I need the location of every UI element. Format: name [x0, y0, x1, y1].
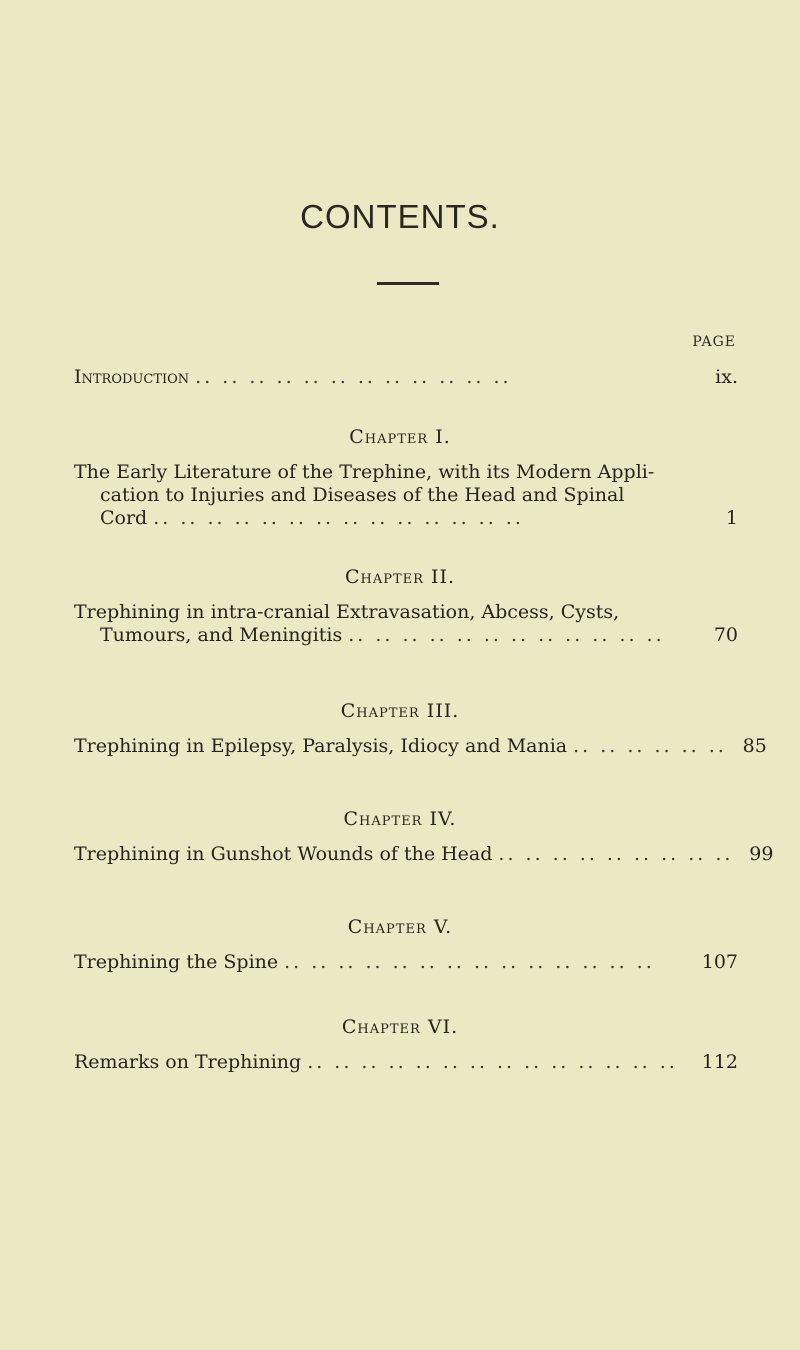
entry-title: Trephining the Spine — [74, 951, 279, 973]
page-number: 70 — [713, 624, 738, 646]
entry-title-line: The Early Literature of the Trephine, with its Modern Appli- — [74, 461, 655, 483]
dot-leader: .. .. .. .. .. .. .. .. .. .. .. .. — [348, 624, 665, 646]
chapter-heading: Chapter III. — [340, 700, 460, 722]
dot-leader: .. .. .. .. .. .. — [573, 735, 727, 757]
entry-title: Trephining in Gunshot Wounds of the Head — [74, 843, 493, 865]
dot-leader: .. .. .. .. .. .. .. .. .. .. .. .. — [195, 366, 512, 388]
dot-leader: .. .. .. .. .. .. .. .. .. — [498, 843, 734, 865]
page-number: 99 — [749, 843, 774, 865]
entry-title-line: cation to Injuries and Diseases of the Head and Spinal — [100, 484, 625, 506]
toc-entry-chapter-6[interactable] — [74, 1051, 738, 1074]
entry-title: Trephining in Epilepsy, Paralysis, Idiocy and Mania — [74, 735, 568, 757]
entry-title-line: Tumours, and Meningitis — [100, 624, 343, 646]
entry-title-line: Trephining in intra-cranial Extravasation, Abcess, Cysts, — [74, 601, 620, 623]
toc-entry-chapter-2[interactable] — [74, 601, 738, 647]
page-number: 112 — [701, 1051, 738, 1073]
page-number: ix. — [715, 366, 738, 388]
chapter-heading: Chapter V. — [347, 916, 453, 938]
page-number: 1 — [725, 507, 738, 529]
entry-title: Remarks on Trephining — [74, 1051, 302, 1073]
page-number: 85 — [742, 735, 767, 757]
chapter-heading: Chapter IV. — [343, 808, 457, 830]
chapter-heading: Chapter VI. — [341, 1016, 459, 1038]
dot-leader: .. .. .. .. .. .. .. .. .. .. .. .. .. .. — [153, 507, 524, 529]
toc-entry-introduction[interactable] — [74, 366, 738, 389]
page-number: 107 — [701, 951, 738, 973]
toc-entry-chapter-1[interactable] — [74, 461, 738, 530]
title-rule — [377, 282, 439, 285]
entry-title-line: Cord — [100, 507, 148, 529]
page-title: CONTENTS. — [300, 198, 500, 235]
chapter-heading: Chapter II. — [344, 566, 456, 588]
chapter-heading: Chapter I. — [349, 426, 451, 448]
entry-title: Introduction — [74, 366, 190, 388]
dot-leader: .. .. .. .. .. .. .. .. .. .. .. .. .. .. — [284, 951, 655, 973]
page-column-label: PAGE — [692, 334, 736, 350]
toc-entry-chapter-4[interactable] — [74, 843, 774, 866]
dot-leader: .. .. .. .. .. .. .. .. .. .. .. .. .. .. — [307, 1051, 678, 1073]
toc-entry-chapter-3[interactable] — [74, 735, 767, 758]
toc-entry-chapter-5[interactable] — [74, 951, 738, 974]
